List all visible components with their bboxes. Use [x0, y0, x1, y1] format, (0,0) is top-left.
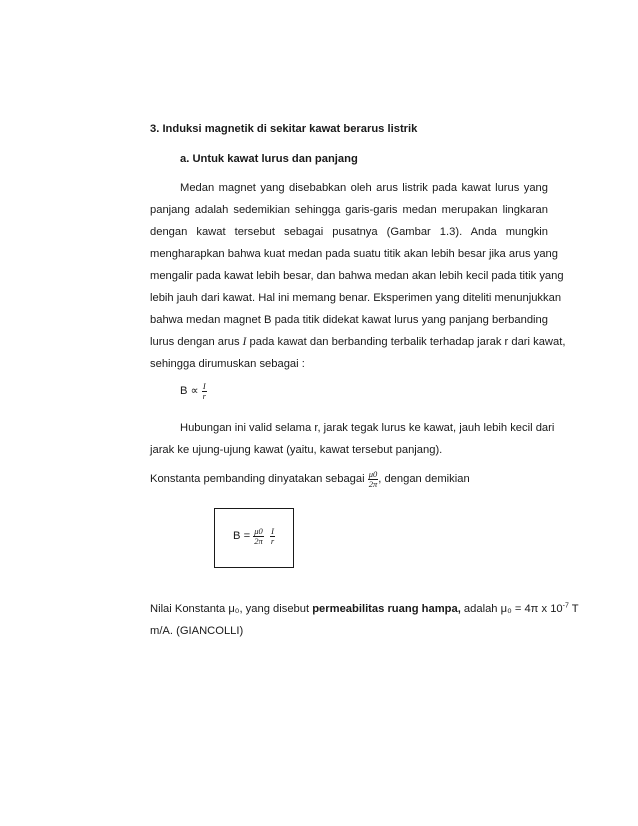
text-segment: lurus dengan arus: [150, 336, 243, 348]
fraction-numerator: I: [202, 381, 206, 391]
paragraph-line: [150, 336, 566, 348]
formula-box: [214, 508, 294, 568]
paragraph-line: lebih jauh dari kawat. Hal ini memang benar. Eksperimen yang diteliti menunjukkan: [150, 292, 562, 304]
text-segment: Konstanta pembanding dinyatakan sebagai: [150, 472, 368, 485]
paragraph-line: mengharapkan bahwa kuat medan pada suatu titik akan lebih besar jika arus yang: [150, 248, 558, 260]
fraction: [368, 470, 379, 488]
subsection-heading: a. Untuk kawat lurus dan panjang: [180, 153, 358, 165]
fraction-numerator: I: [271, 526, 274, 536]
paragraph-line: jarak ke ujung-ujung kawat (yaitu, kawat tersebut panjang).: [150, 444, 443, 456]
current-variable: I: [242, 336, 247, 348]
paragraph-line: sehingga dirumuskan sebagai :: [150, 358, 305, 370]
exponent: -7: [562, 602, 569, 610]
paragraph-line: bahwa medan magnet B pada titik didekat kawat lurus yang panjang berbanding: [150, 314, 548, 326]
text-segment: adalah μ₀ = 4π x 10: [460, 603, 563, 615]
fraction: [253, 527, 264, 545]
text-segment: pada kawat dan berbanding terbalik terhadap jarak r dari kawat,: [246, 336, 566, 348]
fraction-denominator: 2π: [368, 478, 378, 489]
boxed-formula: [233, 527, 275, 545]
paragraph-line: dengan kawat tersebut sebagai pusatnya (Gambar 1.3). Anda mungkin: [150, 226, 548, 238]
formula-lhs: B ∝: [180, 384, 199, 397]
section-heading: 3. Induksi magnetik di sekitar kawat berarus listrik: [150, 123, 418, 135]
fraction: [270, 527, 275, 545]
fraction-denominator: r: [270, 535, 275, 546]
text-segment: Nilai Konstanta μ₀, yang disebut: [150, 603, 313, 615]
text-segment: , dengan demikian: [378, 472, 470, 485]
constant-line: [150, 470, 470, 488]
fraction-denominator: 2π: [254, 535, 263, 546]
fraction-numerator: μ0: [254, 526, 263, 536]
paragraph-line: mengalir pada kawat lebih besar, dan bahwa medan akan lebih kecil pada titik yang: [150, 270, 564, 282]
paragraph-line: panjang adalah sedemikian sehingga garis-garis medan merupakan lingkaran: [150, 204, 548, 216]
formula-lhs: B =: [233, 529, 251, 542]
paragraph-line: Hubungan ini valid selama r, jarak tegak lurus ke kawat, jauh lebih kecil dari: [180, 422, 555, 434]
fraction-denominator: r: [202, 390, 206, 401]
fraction: [202, 382, 207, 400]
text-segment: T: [568, 603, 579, 615]
closing-line: m/A. (GIANCOLLI): [150, 625, 244, 637]
fraction-numerator: μ0: [368, 469, 378, 479]
closing-line: [150, 603, 579, 615]
bold-term: permeabilitas ruang hampa,: [312, 603, 461, 615]
paragraph-line: Medan magnet yang disebabkan oleh arus listrik pada kawat lurus yang: [180, 182, 548, 194]
proportional-formula: [180, 382, 207, 400]
